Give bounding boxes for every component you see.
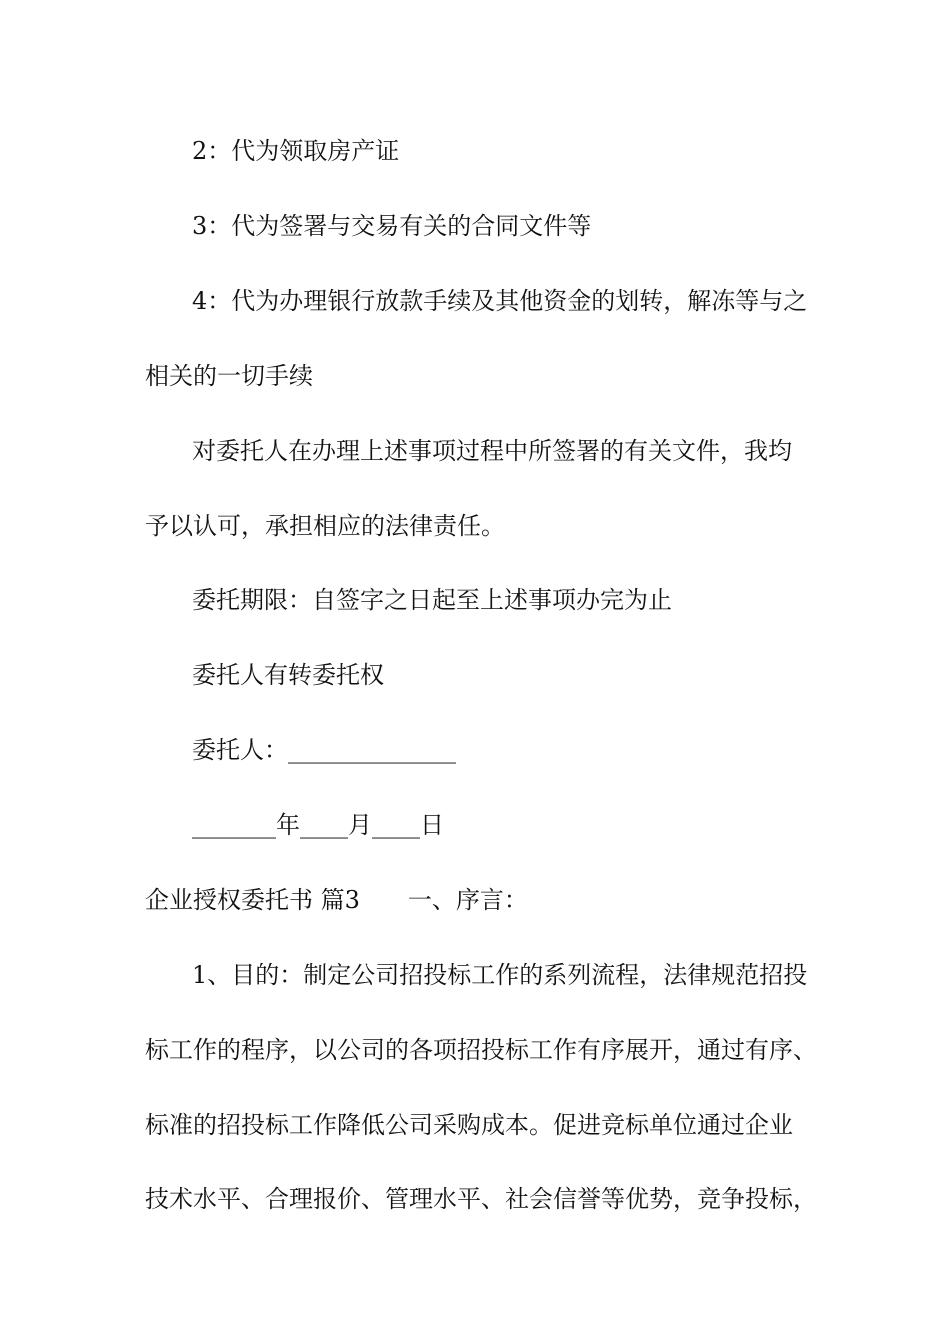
- paragraph-purpose: 1、目的：制定公司招投标工作的系列流程，法律规范招投: [192, 961, 808, 989]
- paragraph-item-4: 4：代为办理银行放款手续及其他资金的划转，解冻等与之: [192, 287, 808, 315]
- section-heading: 企业授权委托书 篇3 一、序言：: [145, 886, 528, 914]
- paragraph-item-4-continued: 相关的一切手续: [145, 362, 313, 390]
- paragraph-purpose-continued-3: 技术水平、合理报价、管理水平、社会信誉等优势，竞争投标，: [145, 1185, 817, 1213]
- paragraph-term: 委托期限：自签字之日起至上述事项办完为止: [192, 586, 672, 614]
- paragraph-item-3: 3：代为签署与交易有关的合同文件等: [192, 212, 592, 240]
- date-line: _______年____月____日: [192, 811, 444, 839]
- paragraph-purpose-continued-1: 标工作的程序，以公司的各项招投标工作有序展开，通过有序、: [145, 1036, 817, 1064]
- paragraph-acknowledgement: 对委托人在办理上述事项过程中所签署的有关文件，我均: [192, 437, 792, 465]
- paragraph-subdelegation: 委托人有转委托权: [192, 661, 384, 689]
- principal-signature-line: 委托人：______________: [192, 736, 456, 764]
- paragraph-item-2: 2：代为领取房产证: [192, 137, 400, 165]
- paragraph-acknowledgement-continued: 予以认可，承担相应的法律责任。: [145, 512, 505, 540]
- paragraph-purpose-continued-2: 标准的招投标工作降低公司采购成本。促进竞标单位通过企业: [145, 1111, 793, 1139]
